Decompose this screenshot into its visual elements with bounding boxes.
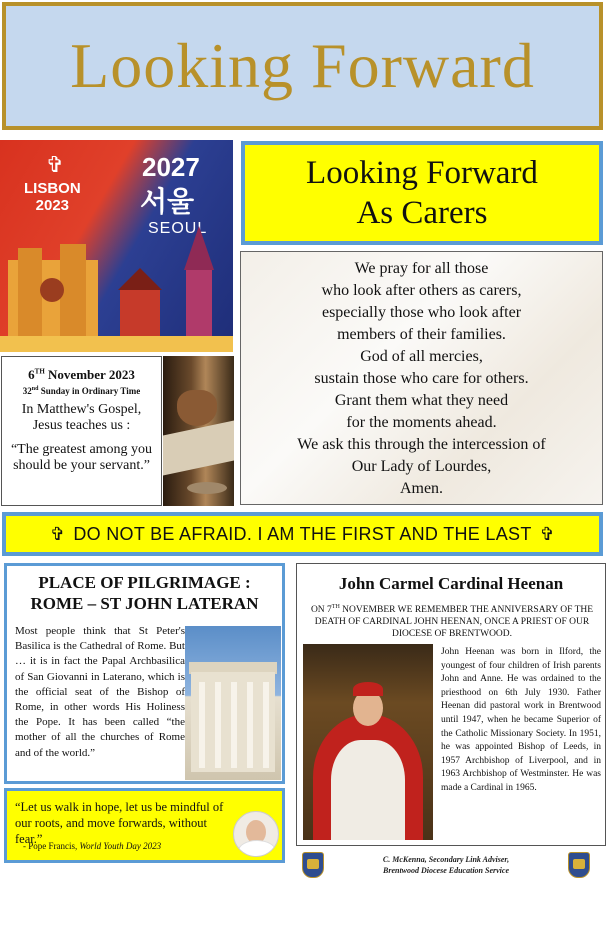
poster-cityscape-illustration [0, 140, 233, 352]
prayer-line: for the moments ahead. [346, 414, 497, 431]
wyd-cross-icon: ✞ [45, 152, 65, 177]
cardinal-heenan-portrait [303, 644, 433, 840]
sunday-suffix: nd [31, 386, 39, 392]
gospel-quote: “The greatest among you should be your servant.” [10, 442, 153, 473]
gospel-intro [2, 402, 161, 434]
pope-quote: “Let us walk in hope, let us be mindful of our roots, and move forwards, without fear.” [15, 800, 224, 846]
heenan-box [296, 563, 606, 846]
page-title: Looking Forward [70, 30, 535, 101]
diocese-crest-icon [568, 852, 590, 878]
cross-icon: ✞ [539, 523, 556, 544]
pouring-jug-image [163, 356, 234, 506]
poster-2027-year: 2027 [142, 152, 200, 182]
slogan-text: DO NOT BE AFRAID. I AM THE FIRST AND THE LAST [73, 523, 532, 544]
gospel-intro-line1: In Matthew's Gospel, [21, 402, 142, 417]
pope-attribution [23, 841, 161, 851]
poster-seoul-korean: 서울 [140, 185, 195, 218]
heenan-sub-sup: TH [331, 604, 340, 610]
poster-lisbon-text: LISBON [24, 180, 81, 197]
portrait-zucchetto [353, 682, 383, 696]
heenan-biography: John Heenan was born in Ilford, the youngest of four children of Irish parents John and Anne. He was ordained to the priesthood on 6th July 1930. Father Heenan did pastoral work in Brentwood until 1947, when he became Superior of the Catholic Missionary Society. In 1951, he was appointed Bishop of Leeds, in 1957 Archbishop of Liverpool, and in 1963 Archbishop of Westminster. He was made a Cardinal in 1965. [441, 647, 601, 793]
wyd-poster-image [0, 140, 233, 352]
slogan-banner [2, 512, 603, 556]
lateran-basilica-image [185, 626, 281, 780]
pilgrimage-heading-line2: ROME – ST JOHN LATERAN [30, 594, 259, 613]
pope-quote-box [4, 788, 285, 863]
sunday-name: Sunday in Ordinary Time [38, 386, 141, 396]
poster-lisbon-year: 2023 [35, 197, 70, 214]
basilica-column [215, 682, 221, 768]
bowl-shape [187, 482, 227, 494]
footer-line2: Brentwood Diocese Education Service [383, 866, 509, 875]
page-banner [2, 2, 603, 130]
sleeve-shape [163, 420, 234, 475]
prayer-line: who look after others as carers, [321, 282, 522, 299]
heenan-heading: John Carmel Cardinal Heenan [338, 574, 564, 593]
carers-title-line2: As Carers [356, 195, 488, 231]
basilica-column [199, 682, 205, 768]
portrait-lace [331, 740, 405, 840]
carers-title-line1: Looking Forward [306, 155, 538, 191]
heenan-sub-post: NOVEMBER WE REMEMBER THE ANNIVERSARY OF THE DEATH OF CARDINAL JOHN HEENAN, ONCE A PRIEST OF OUR DIOCESE OF BRENTWOOD. [314, 605, 594, 640]
liturgical-sunday [2, 386, 161, 396]
basilica-column [247, 682, 253, 768]
pope-robe [238, 840, 276, 857]
poster-seoul-label: SEOUL [148, 220, 208, 237]
prayer-line: sustain those who care for others. [314, 370, 529, 387]
attribution-event: World Youth Day 2023 [79, 841, 162, 851]
prayer-line: Our Lady of Lourdes, [351, 458, 492, 475]
prayer-line: God of all mercies, [360, 348, 483, 365]
jug-shape [177, 390, 217, 426]
carers-title-box [241, 141, 603, 245]
gospel-date-box [1, 356, 162, 506]
date-month-year: November 2023 [44, 367, 135, 382]
cross-icon: ✞ [49, 523, 66, 544]
footer-credit [330, 854, 562, 876]
prayer-line: We ask this through the intercession of [297, 436, 546, 453]
pope-francis-photo [233, 811, 279, 857]
sunday-date [2, 367, 161, 383]
pilgrimage-box [4, 563, 285, 784]
prayer-line: members of their families. [337, 326, 506, 343]
attribution-prefix: - Pope Francis, [23, 841, 80, 851]
prayer-line: We pray for all those [354, 260, 489, 277]
heenan-sub-pre: ON 7 [310, 605, 332, 616]
page-footer [296, 850, 606, 882]
footer-line1: C. McKenna, Secondary Link Adviser, [382, 855, 510, 864]
pilgrimage-heading [7, 572, 282, 614]
pilgrimage-body: Most people think that St Peter's Basilica is the Cathedral of Rome. But … it is in fact the Papal Archbasilica of San Giovanni in Laterano, which is the official seat of the Bishop of Rome, in other words His Holiness the Pope. It has been called “the mother of all the churches of Rome and of the world.” [15, 625, 185, 759]
gospel-intro-line2: Jesus teaches us : [32, 418, 131, 433]
sunday-number: 32 [22, 386, 32, 396]
prayer-line: especially those who look after [321, 304, 522, 321]
date-day: 6 [28, 367, 35, 382]
basilica-column [231, 682, 237, 768]
date-suffix: TH [34, 367, 45, 376]
prayer-line: Grant them what they need [334, 392, 509, 409]
prayer-line: Amen. [399, 480, 444, 497]
carers-prayer-box [240, 251, 603, 505]
basilica-column [263, 682, 269, 768]
heenan-subheading [303, 601, 601, 640]
pilgrimage-heading-line1: PLACE OF PILGRIMAGE : [38, 573, 251, 592]
diocese-crest-icon [302, 852, 324, 878]
